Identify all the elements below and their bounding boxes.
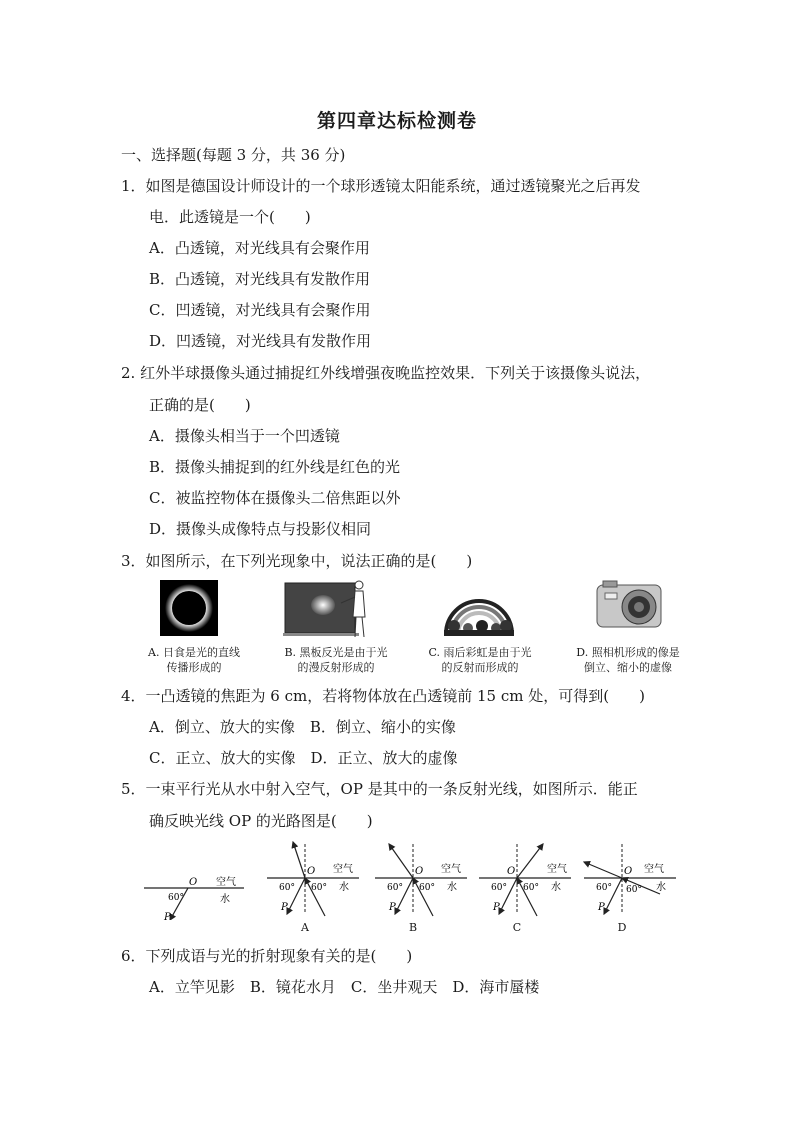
camera-image [593, 577, 667, 635]
q2-option-d: D．摄像头成像特点与投影仪相同 [149, 520, 372, 538]
svg-text:水: 水 [220, 894, 230, 905]
q1-option-b: B．凸透镜，对光线具有发散作用 [149, 270, 371, 288]
q1-option-c: C．凹透镜，对光线具有会聚作用 [149, 301, 371, 319]
q4-options-row1: A．倒立、放大的实像 B．倒立、缩小的实像 [149, 718, 456, 736]
q5-diagram-d [580, 838, 680, 922]
svg-text:空气: 空气 [547, 864, 567, 875]
q5-label-a: A [301, 921, 309, 934]
svg-text:60°: 60° [279, 883, 295, 893]
svg-text:水: 水 [447, 882, 457, 893]
q6-options: A．立竿见影 B．镜花水月 C．坐井观天 D．海市蜃楼 [149, 978, 540, 996]
rainbow-image [444, 576, 514, 636]
svg-text:P: P [164, 912, 171, 920]
svg-text:P: P [389, 902, 396, 913]
svg-text:P: P [493, 902, 500, 913]
page-title: 第四章达标检测卷 [316, 110, 477, 132]
svg-text:O: O [507, 866, 516, 877]
svg-text:水: 水 [551, 882, 561, 893]
q4-stem: 4．一凸透镜的焦距为 6 cm，若将物体放在凸透镜前 15 cm 处，可得到( ) [121, 687, 645, 705]
svg-text:O: O [415, 866, 424, 877]
q2-option-a: A．摄像头相当于一个凹透镜 [149, 427, 340, 445]
svg-text:60°: 60° [491, 883, 507, 893]
q5-given-diagram [140, 840, 250, 920]
q5-label-c: C [512, 921, 522, 934]
svg-text:60°: 60° [596, 883, 612, 893]
svg-text:空气: 空气 [441, 864, 461, 875]
svg-text:O: O [307, 866, 316, 877]
svg-text:空气: 空气 [216, 877, 236, 888]
svg-text:P: P [281, 902, 288, 913]
q3-caption-a: A. 日食是光的直线 传播形成的 [148, 646, 240, 674]
q5-diagram-a [263, 838, 363, 922]
svg-text:60°: 60° [626, 885, 642, 895]
q5-diagram-b [371, 838, 471, 922]
svg-text:60°: 60° [311, 883, 327, 893]
q5-diagram-c [475, 838, 575, 922]
svg-text:水: 水 [339, 882, 349, 893]
svg-text:O: O [624, 866, 633, 877]
q2-stem-line1: 2. 红外半球摄像头通过捕捉红外线增强夜晚监控效果．下列关于该摄像头说法， [121, 364, 651, 382]
q1-stem-line1: 1．如图是德国设计师设计的一个球形透镜太阳能系统，通过透镜聚光之后再发 [121, 177, 641, 195]
svg-text:O: O [189, 877, 198, 888]
q1-option-d: D．凹透镜，对光线具有发散作用 [149, 332, 372, 350]
q3-caption-b: B. 黑板反光是由于光 的漫反射形成的 [284, 646, 388, 674]
svg-text:空气: 空气 [644, 864, 664, 875]
q4-options-row2: C．正立、放大的实像 D．正立、放大的虚像 [149, 749, 458, 767]
q5-stem-line1: 5．一束平行光从水中射入空气，OP 是其中的一条反射光线，如图所示．能正 [121, 780, 638, 798]
q5-label-b: B [408, 921, 418, 934]
q6-stem: 6．下列成语与光的折射现象有关的是( ) [121, 947, 413, 965]
section-heading: 一、选择题(每题 3 分，共 36 分) [121, 146, 346, 164]
svg-text:60°: 60° [387, 883, 403, 893]
svg-text:60°: 60° [419, 883, 435, 893]
q2-option-c: C．被监控物体在摄像头二倍焦距以外 [149, 489, 401, 507]
q2-option-b: B．摄像头捕捉到的红外线是红色的光 [149, 458, 401, 476]
svg-text:水: 水 [656, 882, 666, 893]
eclipse-image [160, 580, 218, 636]
blackboard-image [283, 577, 373, 641]
svg-text:60°: 60° [523, 883, 539, 893]
q5-stem-line2: 确反映光线 OP 的光路图是( ) [149, 812, 373, 830]
q3-caption-d: D. 照相机形成的像是 倒立、缩小的虚像 [576, 646, 680, 674]
q3-stem: 3．如图所示，在下列光现象中，说法正确的是( ) [121, 552, 473, 570]
svg-text:60°: 60° [168, 893, 184, 903]
q5-label-d: D [617, 921, 627, 934]
svg-text:P: P [598, 902, 605, 913]
q2-stem-line2: 正确的是( ) [149, 396, 251, 414]
svg-text:空气: 空气 [333, 864, 353, 875]
q1-stem-line2: 电．此透镜是一个( ) [149, 208, 311, 226]
q1-option-a: A．凸透镜，对光线具有会聚作用 [149, 239, 370, 257]
q3-caption-c: C. 雨后彩虹是由于光 的反射而形成的 [428, 646, 532, 674]
